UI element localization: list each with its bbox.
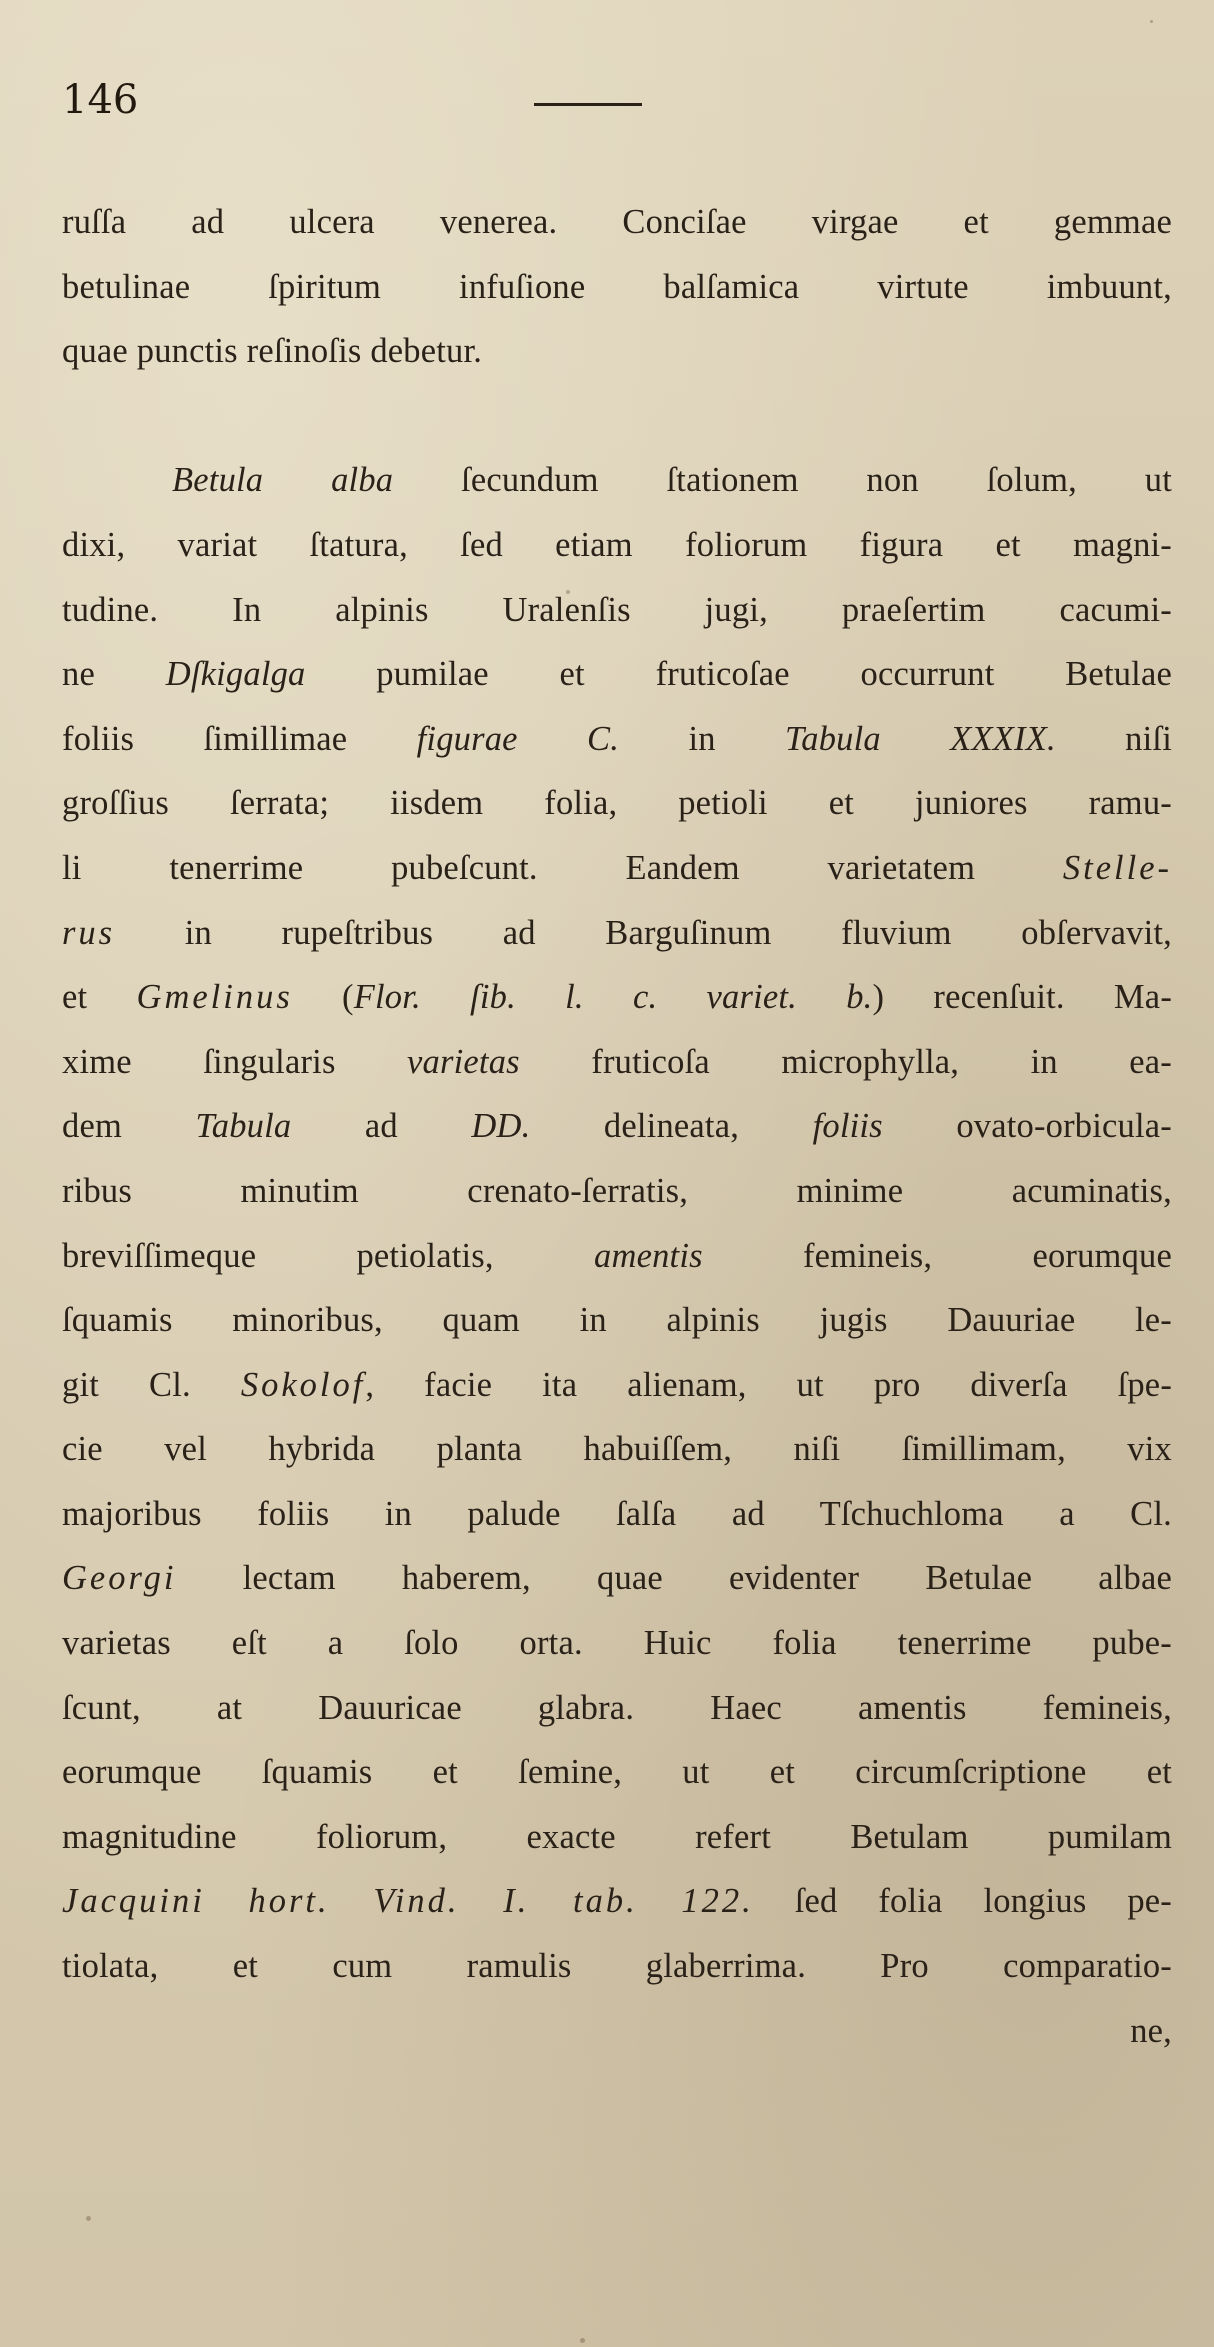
- text-segment: lectam haberem, quae evidenter Betulae albae: [176, 1559, 1172, 1598]
- text-line: [62, 448, 1172, 513]
- italic-term: figurae C.: [416, 719, 620, 758]
- text-segment: (: [292, 978, 354, 1017]
- text-segment: majoribus foliis in palude ſalſa ad Tſchuchloma a Cl.: [62, 1494, 1172, 1533]
- text-segment: varietas eſt a ſolo orta. Huic folia tenerrime pube-: [62, 1624, 1172, 1663]
- italic-term: varietas: [407, 1042, 520, 1081]
- text-segment: ne,: [1130, 2011, 1172, 2050]
- text-segment: tiolata, et cum ramulis glaberrima. Pro comparatio-: [62, 1947, 1172, 1986]
- text-line: [62, 1288, 1172, 1353]
- text-line: [62, 1353, 1172, 1418]
- page-number: 146: [62, 77, 139, 123]
- page-header: [62, 70, 1152, 130]
- text-segment: et: [62, 978, 137, 1017]
- text-segment: in: [619, 719, 786, 758]
- text-line: [62, 1934, 1172, 1999]
- text-segment: li tenerrime pubeſcunt. Eandem varietatem: [62, 848, 1063, 887]
- text-line: [62, 1676, 1172, 1741]
- text-segment: eorumque ſquamis et ſemine, ut et circumſcriptione et: [62, 1753, 1172, 1792]
- text-segment: pumilae et fruticoſae occurrunt Betulae: [305, 655, 1172, 694]
- text-line: [62, 1805, 1172, 1870]
- spaced-italic-name: Georgi: [62, 1559, 177, 1598]
- text-line: [62, 578, 1172, 643]
- text-line: [62, 901, 1172, 966]
- text-segment: ſed folia longius pe-: [753, 1882, 1172, 1921]
- text-segment: dixi, variat ſtatura, ſed etiam foliorum figura et magni-: [62, 525, 1172, 564]
- text-line: [62, 707, 1172, 772]
- text-line: [62, 1482, 1172, 1547]
- spaced-italic-name: Stelle-: [1062, 848, 1172, 887]
- text-segment: ovato-orbicula-: [882, 1107, 1172, 1146]
- text-line: [62, 513, 1172, 578]
- text-segment: tudine. In alpinis Uralenſis jugi, praeſertim cacumi-: [62, 590, 1172, 629]
- body-text: [62, 190, 1172, 2063]
- paragraph-break: [62, 384, 1172, 449]
- text-line: [62, 255, 1172, 320]
- italic-term: Tabula: [195, 1107, 292, 1146]
- text-segment: fruticoſa microphylla, in ea-: [519, 1042, 1172, 1081]
- text-line: [62, 1546, 1172, 1611]
- text-segment: in rupeſtribus ad Barguſinum fluvium obſervavit,: [115, 913, 1172, 952]
- text-segment: xime ſingularis: [62, 1042, 408, 1081]
- text-segment: git Cl.: [62, 1365, 241, 1404]
- text-segment: magnitudine foliorum, exacte refert Betulam pumilam: [62, 1817, 1172, 1856]
- text-segment: cie vel hybrida planta habuiſſem, niſi ſimillimam, vix: [62, 1430, 1172, 1469]
- italic-term: Dſkigalga: [165, 655, 306, 694]
- text-line: [62, 1094, 1172, 1159]
- text-segment: groſſius ſerrata; iisdem folia, petioli et juniores ramu-: [62, 784, 1172, 823]
- text-segment: betulinae ſpiritum infuſione balſamica virtute imbuunt,: [62, 267, 1172, 306]
- paper-speck: [580, 2338, 585, 2343]
- text-segment: quae punctis reſinoſis debetur.: [62, 332, 483, 371]
- text-segment: femineis, eorumque: [702, 1236, 1172, 1275]
- text-line: [62, 1417, 1172, 1482]
- paper-speck: [1150, 20, 1153, 23]
- paper-speck: [566, 590, 570, 594]
- text-segment: , facie ita alienam, ut pro diverſa ſpe-: [365, 1365, 1172, 1404]
- italic-term: DD.: [471, 1107, 531, 1146]
- text-segment: ad: [291, 1107, 472, 1146]
- text-line: [62, 1224, 1172, 1289]
- paper-speck: [86, 2216, 91, 2221]
- text-line: [62, 642, 1172, 707]
- text-line: [62, 1611, 1172, 1676]
- text-line: [62, 190, 1172, 255]
- text-segment: ne: [62, 655, 166, 694]
- italic-term: Tabula XXXIX.: [785, 719, 1056, 758]
- text-line: [62, 1030, 1172, 1095]
- header-rule: [534, 103, 642, 106]
- italic-term: amentis: [594, 1236, 703, 1275]
- text-line: [62, 836, 1172, 901]
- text-line: [62, 965, 1172, 1030]
- text-line: [62, 319, 1172, 384]
- spaced-italic-name: Gmelinus: [136, 978, 293, 1017]
- text-segment: ruſſa ad ulcera venerea. Conciſae virgae et gemmae: [62, 203, 1172, 241]
- spaced-italic-name: rus: [62, 913, 116, 952]
- italic-term: Betula alba: [172, 461, 394, 500]
- text-segment: ſcunt, at Dauuricae glabra. Haec amentis femineis,: [62, 1688, 1172, 1727]
- italic-term: Flor. ſib. l. c. variet. b.: [353, 978, 873, 1017]
- text-segment: dem: [62, 1107, 196, 1146]
- text-segment: delineata,: [530, 1107, 813, 1146]
- spaced-italic-name: Jacquini hort. Vind. I. tab. 122.: [62, 1882, 754, 1921]
- text-line: [62, 1740, 1172, 1805]
- text-segment: foliis ſimillimae: [62, 719, 417, 758]
- text-segment: ſecundum ſtationem non ſolum, ut: [393, 461, 1172, 500]
- text-segment: ) recenſuit. Ma-: [872, 978, 1172, 1017]
- italic-term: foliis: [812, 1107, 883, 1146]
- text-segment: breviſſimeque petiolatis,: [62, 1236, 594, 1275]
- catchword: [62, 1999, 1172, 2064]
- text-line: [62, 1869, 1172, 1934]
- text-segment: ribus minutim crenato-ſerratis, minime acuminatis,: [62, 1171, 1172, 1210]
- text-segment: niſi: [1055, 719, 1172, 758]
- text-line: [62, 1159, 1172, 1224]
- spaced-italic-name: Sokolof: [240, 1365, 366, 1404]
- text-segment: ſquamis minoribus, quam in alpinis jugis Dauuriae le-: [62, 1301, 1172, 1340]
- text-line: [62, 771, 1172, 836]
